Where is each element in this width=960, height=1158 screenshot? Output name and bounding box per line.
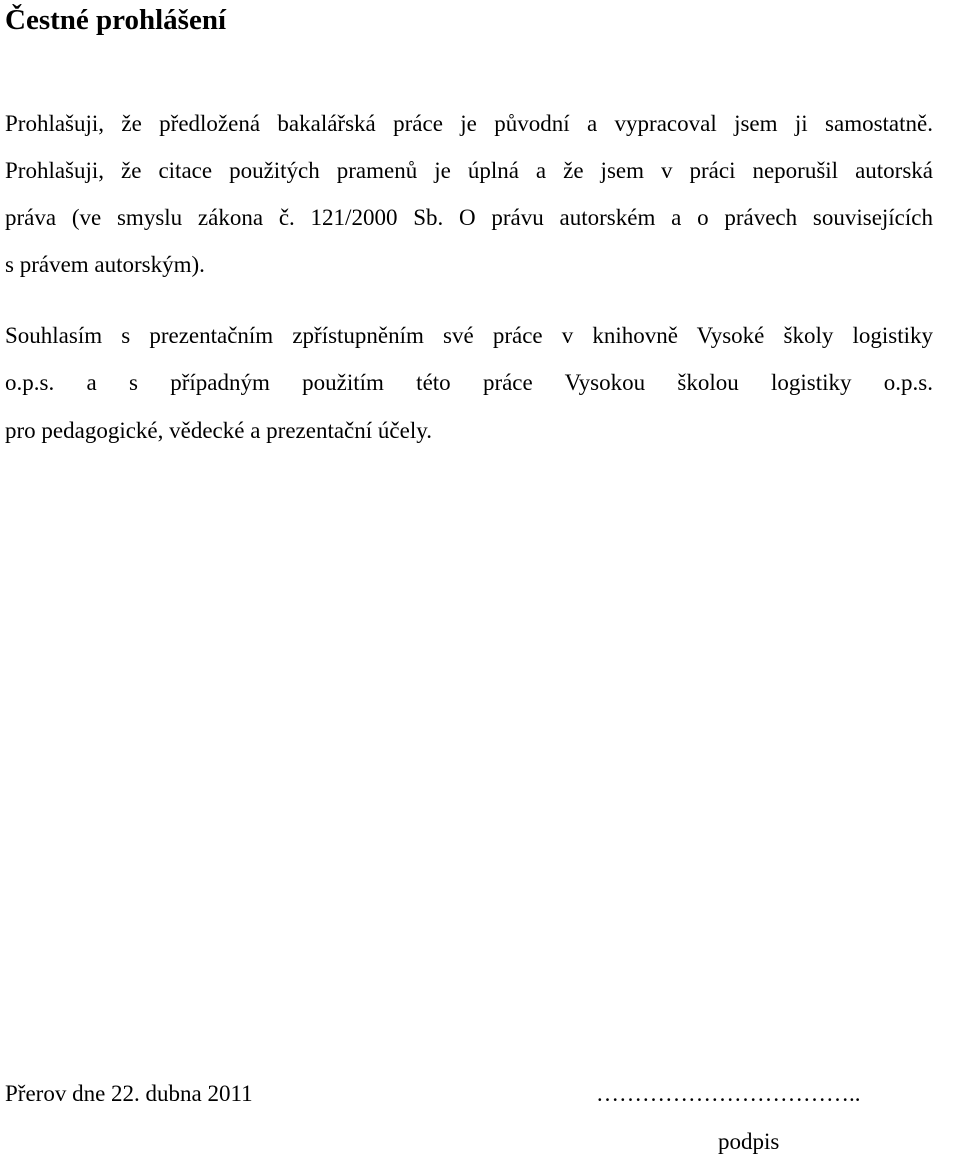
signature-line: ……………………………..: [596, 1081, 861, 1106]
paragraph-line: pro pedagogické, vědecké a prezentační účely.: [5, 418, 432, 443]
page-title: Čestné prohlášení: [5, 4, 227, 36]
paragraph-line: o.p.s. a s případným použitím této práce Vysokou školou logistiky o.p.s.: [5, 370, 933, 395]
paragraph-line: s právem autorským).: [5, 252, 205, 277]
paragraph-line: práva (ve smyslu zákona č. 121/2000 Sb. O právu autorském a o právech souvisejících: [5, 205, 933, 230]
paragraph-line: Prohlašuji, že citace použitých pramenů je úplná a že jsem v práci neporušil autorská: [5, 158, 933, 183]
paragraph-line: Souhlasím s prezentačním zpřístupněním své práce v knihovně Vysoké školy logistiky: [5, 323, 933, 348]
place-and-date: Přerov dne 22. dubna 2011: [5, 1081, 253, 1106]
paragraph-line: Prohlašuji, že předložená bakalářská práce je původní a vypracoval jsem ji samostatně.: [5, 111, 933, 136]
signature-label: podpis: [718, 1129, 780, 1154]
